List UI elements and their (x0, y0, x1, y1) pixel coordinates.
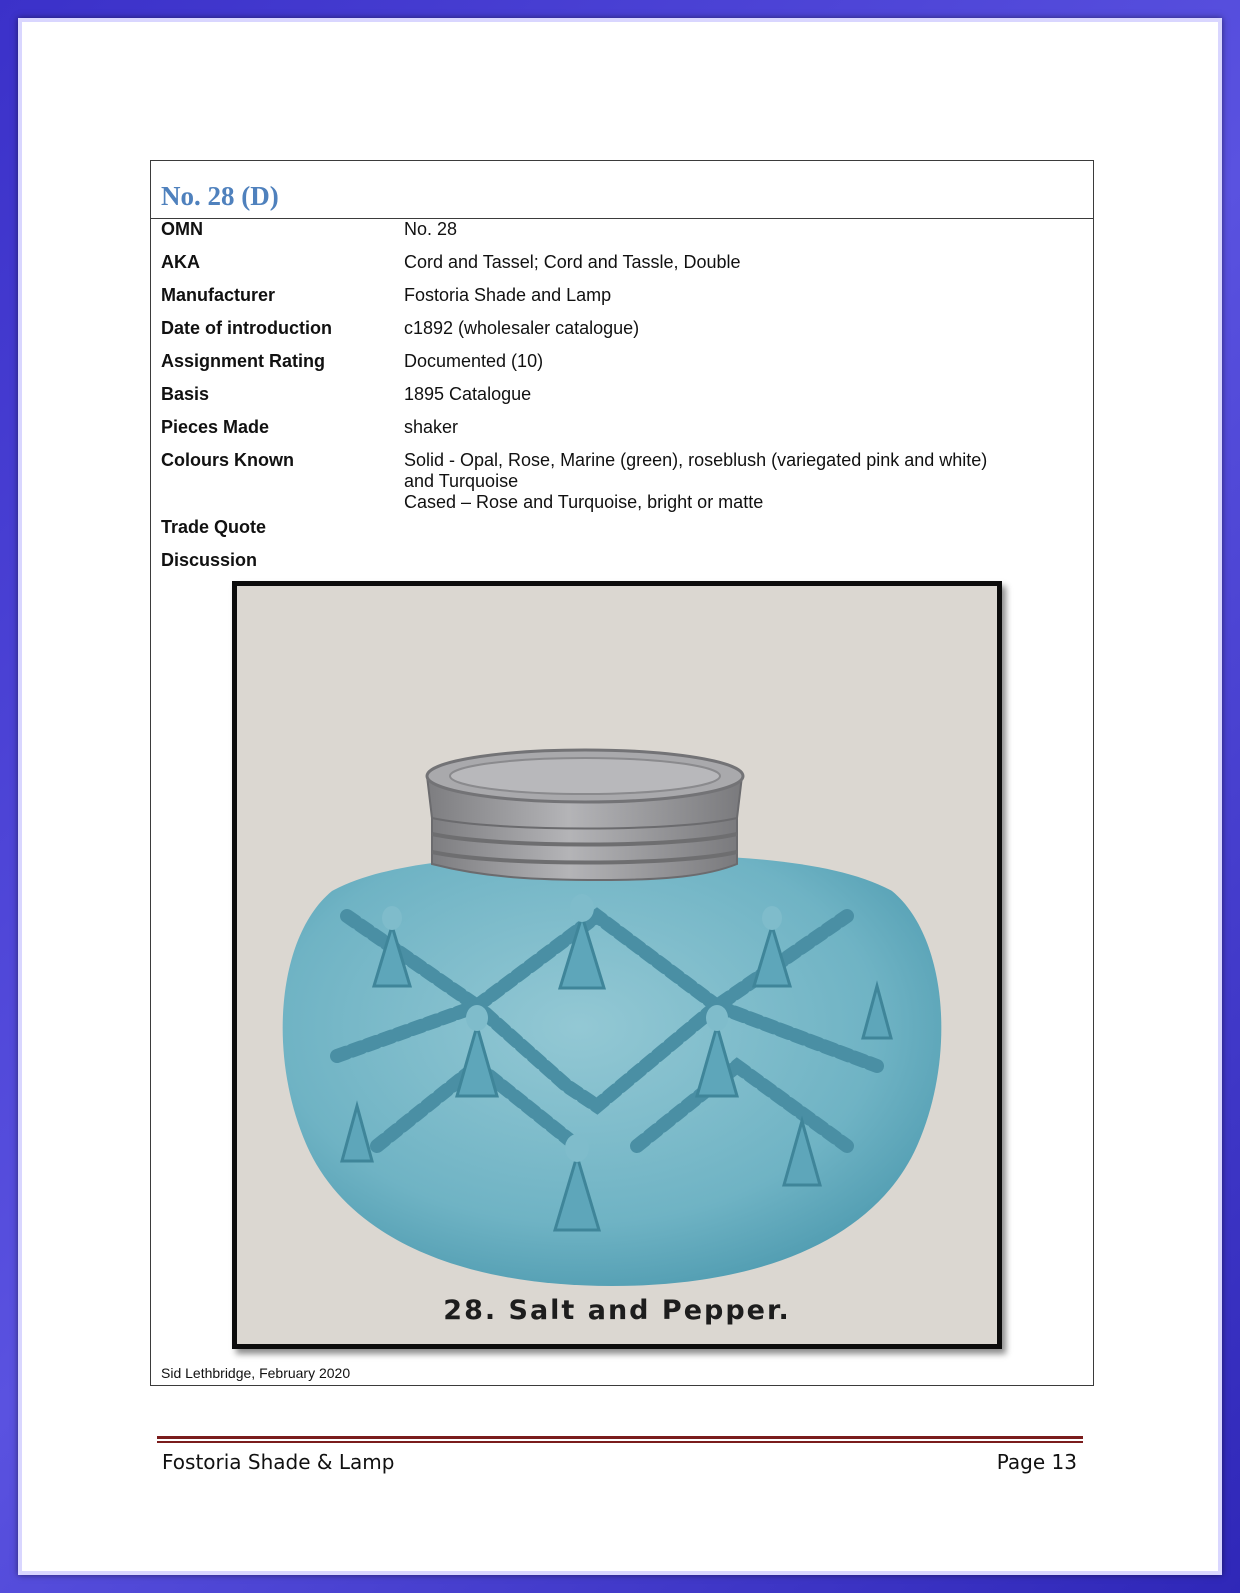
label-discussion: Discussion (161, 550, 258, 570)
value-manufacturer: Fostoria Shade and Lamp (404, 285, 612, 305)
value-date-of-introduction: c1892 (wholesaler catalogue) (404, 318, 640, 338)
label-assignment-rating: Assignment Rating (161, 351, 326, 371)
footer-page-number: Page 13 (996, 1450, 1077, 1474)
value-basis: 1895 Catalogue (404, 384, 532, 404)
value-colours-known (404, 450, 987, 513)
image-caption: 28. Salt and Pepper. (443, 1295, 791, 1326)
colours-line-2: and Turquoise (404, 471, 519, 491)
author-credit: Sid Lethbridge, February 2020 (161, 1365, 351, 1381)
salt-shaker-drawing (237, 586, 997, 1344)
label-aka: AKA (161, 252, 200, 272)
value-pieces-made: shaker (404, 417, 459, 437)
colours-line-1: Solid - Opal, Rose, Marine (green), roseblush (variegated pink and white) (404, 450, 988, 470)
pattern-entry-box (150, 160, 1094, 1386)
value-omn: No. 28 (404, 219, 458, 239)
label-manufacturer: Manufacturer (161, 285, 276, 305)
footer-rule-thin (157, 1441, 1083, 1443)
catalogue-illustration (232, 581, 1002, 1349)
value-aka: Cord and Tassel; Cord and Tassle, Double (404, 252, 741, 272)
entry-title: No. 28 (D) (161, 181, 279, 211)
label-omn: OMN (161, 219, 203, 239)
label-trade-quote: Trade Quote (161, 517, 267, 537)
footer-rule-thick (157, 1436, 1083, 1439)
label-date-of-introduction: Date of introduction (161, 318, 332, 338)
metal-cap (427, 750, 743, 880)
colours-line-3: Cased – Rose and Turquoise, bright or matte (404, 492, 764, 512)
footer-document-title: Fostoria Shade & Lamp (162, 1450, 395, 1474)
label-basis: Basis (161, 384, 210, 404)
title-divider (151, 218, 1093, 219)
label-pieces-made: Pieces Made (161, 417, 270, 437)
label-colours-known: Colours Known (161, 450, 294, 470)
value-assignment-rating: Documented (10) (404, 351, 544, 371)
